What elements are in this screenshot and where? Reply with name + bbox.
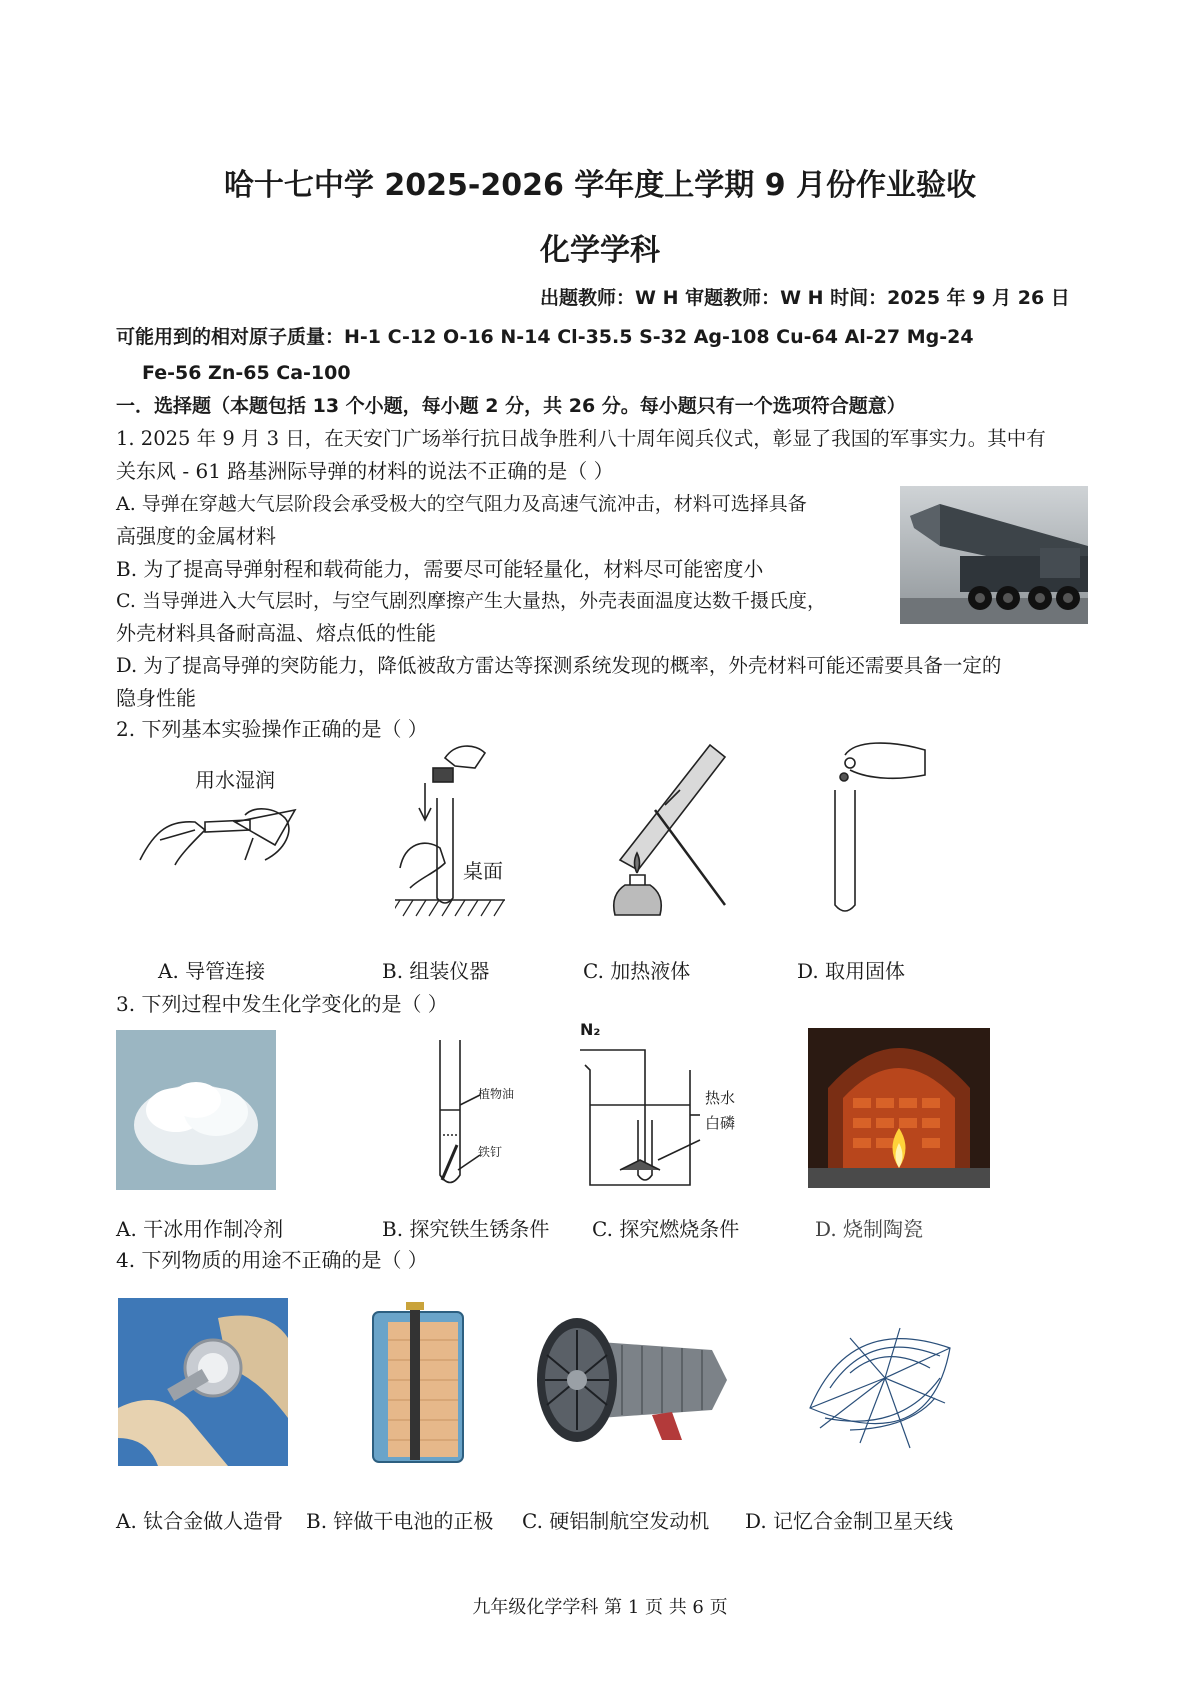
q4-option-b: B. 锌做干电池的正极 [306,1509,494,1533]
q4-image-b-dry-battery [368,1300,468,1468]
q1-option-c-line-1: C. 当导弹进入大气层时，与空气剧烈摩擦产生大量热，外壳表面温度达数千摄氏度， [116,590,826,612]
teacher-info: 出题教师：W H 审题教师：W H 时间：2025 年 9 月 26 日 [540,287,1070,309]
q2-stem: 2. 下列基本实验操作正确的是（ ） [116,717,428,741]
q4-option-a: A. 钛合金做人造骨 [116,1509,284,1533]
q2-image-d-solid [830,735,940,915]
q1-stem-line-2: 关东风 - 61 路基洲际导弹的材料的说法不正确的是（ ） [116,459,614,483]
q3-option-b: B. 探究铁生锈条件 [382,1217,550,1241]
q3-option-d: D. 烧制陶瓷 [815,1217,924,1241]
q1-option-c-line-2: 外壳材料具备耐高温、熔点低的性能 [116,621,436,645]
q2-option-c: C. 加热液体 [583,959,691,983]
q3-stem: 3. 下列过程中发生化学变化的是（ ） [116,992,448,1016]
q1-option-b: B. 为了提高导弹射程和载荷能力，需要尽可能轻量化，材料尽可能密度小 [116,557,764,581]
q1-option-a-line-1: A. 导弹在穿越大气层阶段会承受极大的空气阻力及高速气流冲击，材料可选择具备 [116,493,807,515]
q1-option-d-line-2: 隐身性能 [116,686,196,710]
q3-image-d-kiln [808,1028,990,1188]
q2-option-a: A. 导管连接 [158,959,266,983]
q1-option-d-line-1: D. 为了提高导弹的突防能力，降低被敌方雷达等探测系统发现的概率，外壳材料可能还需要具备一定的 [116,654,1002,677]
q3-label-hot-water: 热水 [705,1089,736,1107]
q4-image-d-satellite-antenna [790,1318,960,1473]
q3-label-white-phosphorus: 白磷 [705,1114,736,1132]
page-footer: 九年级化学学科 第 1 页 共 6 页 [472,1597,728,1618]
q3-option-c: C. 探究燃烧条件 [592,1217,740,1241]
q3-option-a: A. 干冰用作制冷剂 [116,1217,284,1241]
q3-label-nail: 铁钉 [478,1145,503,1159]
q3-image-b-rust-tube [420,1035,530,1195]
q2-option-d: D. 取用固体 [797,959,906,983]
q2-label-water: 用水湿润 [195,768,275,792]
q3-image-a-dry-ice [116,1030,276,1190]
q2-option-b: B. 组装仪器 [382,959,490,983]
q3-label-n2: N₂ [580,1020,601,1039]
q2-image-c-heating [600,735,775,925]
q4-option-c: C. 硬铝制航空发动机 [522,1509,710,1533]
subject-title: 化学学科 [540,233,660,268]
q3-label-oil: 植物油 [478,1087,515,1101]
q2-image-b-assemble [395,738,505,923]
section-heading: 一．选择题（本题包括 13 个小题，每小题 2 分，共 26 分。每小题只有一个选项符合题意） [116,395,906,417]
atomic-masses-line-2: Fe-56 Zn-65 Ca-100 [142,362,351,384]
q4-option-d: D. 记忆合金制卫星天线 [745,1509,954,1533]
q1-stem-line-1: 1. 2025 年 9 月 3 日，在天安门广场举行抗日战争胜利八十周年阅兵仪式，彰显了我国的军事实力。其中有 [116,427,1046,450]
q2-label-desk: 桌面 [463,859,503,883]
missile-launcher-photo [900,486,1088,624]
q4-image-a-artificial-bone [118,1298,288,1466]
q4-image-c-jet-engine [532,1300,732,1460]
q1-option-a-line-2: 高强度的金属材料 [116,524,276,548]
exam-title: 哈十七中学 2025-2026 学年度上学期 9 月份作业验收 [223,168,977,203]
q4-stem: 4. 下列物质的用途不正确的是（ ） [116,1248,428,1272]
q3-image-c-combustion [580,1020,720,1195]
atomic-masses-line-1: 可能用到的相对原子质量：H-1 C-12 O-16 N-14 Cl-35.5 S-32 Ag-108 Cu-64 Al-27 Mg-24 [116,326,974,348]
